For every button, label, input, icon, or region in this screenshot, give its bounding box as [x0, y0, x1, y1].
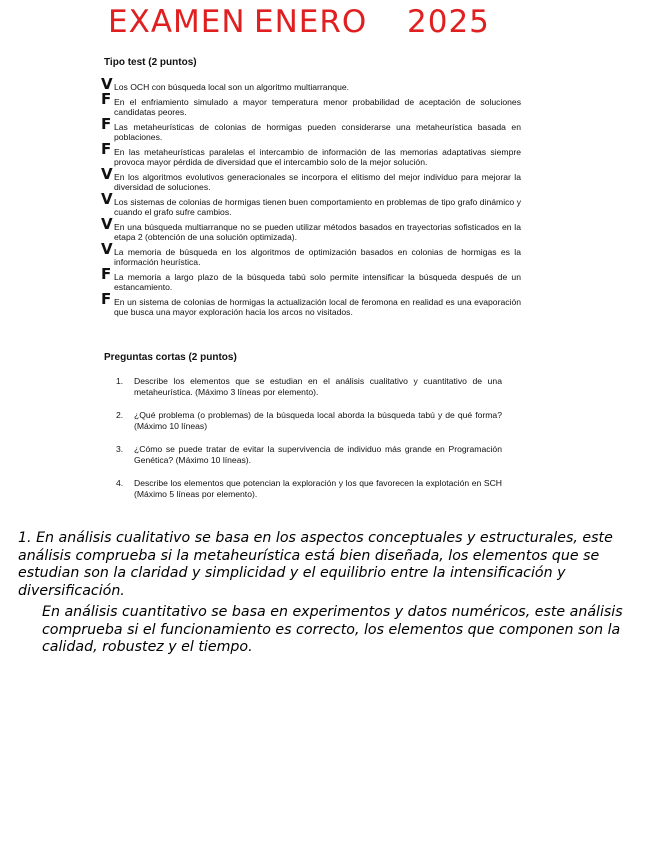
test-item: [101, 239, 521, 268]
test-item: [101, 214, 521, 243]
answer-number: 1.: [18, 530, 32, 546]
test-item: [101, 189, 521, 218]
section-title-test: Tipo test (2 puntos): [104, 57, 197, 68]
question-number: 4.: [116, 478, 124, 488]
short-question: [116, 410, 502, 432]
test-item-text: La memoria a largo plazo de la búsqueda tabú solo permite intensificar la búsqueda después de un estancamiento.: [114, 271, 521, 292]
question-text: Describe los elementos que potencian la exploración y los que favorecen la explotación en SCH (Máximo 5 líneas por elemento).: [134, 478, 502, 499]
answer-mark: V: [101, 75, 113, 93]
question-number: 1.: [116, 376, 124, 386]
answer-mark: F: [101, 264, 112, 283]
header-word-examen: EXAMEN: [108, 4, 246, 40]
question-text: ¿Cómo se puede tratar de evitar la supervivencia de individuo más grande en Programación Genética? (Máximo 10 líneas).: [134, 444, 502, 465]
answer-mark: F: [101, 114, 112, 133]
short-question: [116, 478, 502, 500]
test-item: [101, 289, 521, 318]
question-text: ¿Qué problema (o problemas) de la búsqueda local aborda la búsqueda tabú y de qué forma? (Máximo 10 líneas): [134, 410, 502, 431]
true-false-list: [101, 75, 521, 322]
test-item-text: Las metaheurísticas de colonias de hormigas pueden considerarse una metaheurística basada en poblaciones.: [114, 121, 521, 142]
test-item: [101, 164, 521, 193]
answer-text-1: En análisis cualitativo se basa en los aspectos conceptuales y estructurales, este análisis comprueba si la metaheurística está bien diseñada, los elementos que se estudian son la claridad y simplicidad y el equilibrio entre la intensificación y diversificación.: [18, 530, 613, 599]
test-item: [101, 75, 521, 93]
answer-mark: V: [101, 239, 113, 258]
question-number: 2.: [116, 410, 124, 420]
test-item: [101, 264, 521, 293]
test-item: [101, 114, 521, 143]
test-item-text: Los OCH con búsqueda local son un algoritmo multiarranque.: [114, 82, 350, 92]
header-word-year: 2025: [407, 4, 490, 40]
exam-header: [108, 4, 528, 44]
answer-mark: V: [101, 214, 113, 233]
question-text: Describe los elementos que se estudian en el análisis cualitativo y cuantitativo de una metaheurística. (Máximo 3 líneas por elemento).: [134, 376, 502, 397]
test-item-text: En una búsqueda multiarranque no se pueden utilizar métodos basados en trayectorias sofisticados en la etapa 2 (obtención de una solución optimizada).: [114, 221, 521, 242]
test-item: [101, 139, 521, 168]
answer-mark: F: [101, 89, 112, 108]
answer-paragraph-1: [18, 530, 628, 600]
test-item-text: Los sistemas de colonias de hormigas tienen buen comportamiento en problemas de tipo grafo dinámico y cuando el grafo sufre cambios.: [114, 196, 521, 217]
short-question: [116, 376, 502, 398]
test-item-text: En las metaheurísticas paralelas el intercambio de información de las memorias adaptativas siempre provoca mayor pérdida de diversidad que el intercambio solo de la mejor solución.: [114, 146, 521, 167]
test-item-text: En un sistema de colonias de hormigas la actualización local de feromona en realidad es una evaporación que busca una mayor exploración hacia los arcos no visitados.: [114, 296, 521, 317]
answer-mark: F: [101, 289, 112, 308]
answer-mark: F: [101, 139, 112, 158]
test-item: [101, 89, 521, 118]
answer-mark: V: [101, 189, 113, 208]
short-question-list: [116, 376, 502, 512]
question-number: 3.: [116, 444, 124, 454]
test-item-text: En el enfriamiento simulado a mayor temperatura menor probabilidad de aceptación de soluciones candidatas peores.: [114, 96, 521, 117]
answer-paragraph-2: [18, 604, 628, 657]
handwritten-answer: [18, 530, 628, 661]
answer-text-2: En análisis cuantitativo se basa en experimentos y datos numéricos, este análisis comprueba si el funcionamiento es correcto, los elementos que componen son la calidad, robustez y el tiempo.: [42, 604, 623, 655]
short-question: [116, 444, 502, 466]
header-word-enero: ENERO: [254, 4, 368, 40]
section-title-short: Preguntas cortas (2 puntos): [104, 352, 237, 363]
test-item-text: En los algoritmos evolutivos generacionales se incorpora el elitismo del mejor individuo para mejorar la diversidad de soluciones.: [114, 171, 521, 192]
test-item-text: La memoria de búsqueda en los algoritmos de optimización basados en colonias de hormigas es la información heurística.: [114, 246, 521, 267]
answer-mark: V: [101, 164, 113, 183]
